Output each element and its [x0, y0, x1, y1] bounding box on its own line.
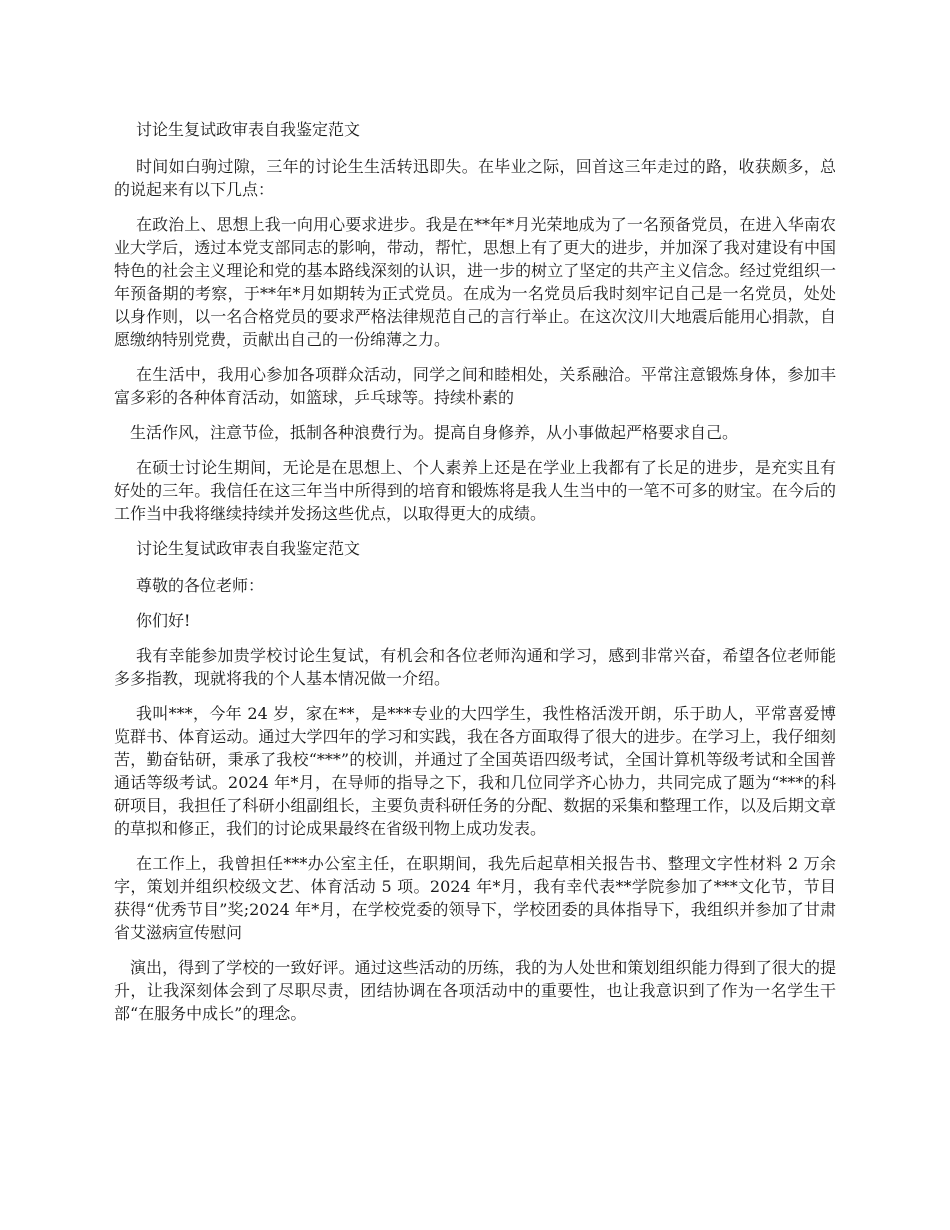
paragraph-work: 在工作上，我曾担任***办公室主任，在职期间，我先后起草相关报告书、整理文字性材料 2 万余字，策划并组织校级文艺、体育活动 5 项。2024 年*月，我有幸代表**学院参加了***文化节，节目获得“优秀节目”奖;2024 年*月，在学校党委的领导下，学校团委的具体指导下，我组织并参加了甘肃省艾滋病宣传慰问	[114, 854, 836, 942]
paragraph-life: 在生活中，我用心参加各项群众活动，同学之间和睦相处，关系融洽。平常注意锻炼身体，参加丰富多彩的各种体育活动，如篮球，乒乓球等。持续朴素的	[114, 365, 836, 407]
paragraph-politics: 在政治上、思想上我一向用心要求进步。我是在**年*月光荣地成为了一名预备党员，在进入华南农业大学后，透过本党支部同志的影响，带动，帮忙，思想上有了更大的进步，并加深了我对建设有中国特色的社会主义理论和党的基本路线深刻的认识，进一步的树立了坚定的共产主义信念。经过党组织一年预备期的考察，于**年*月如期转为正式党员。在成为一名党员后我时刻牢记自己是一名党员，处处以身作则，以一名合格党员的要求严格法律规范自己的言行举止。在这次汶川大地震后能用心捐款，自愿缴纳特别党费，贡献出自己的一份绵薄之力。	[114, 215, 836, 349]
salutation: 尊敬的各位老师：	[136, 576, 265, 595]
paragraph-intro: 时间如白驹过隙，三年的讨论生生活转迅即失。在毕业之际，回首这三年走过的路，收获颇多，总的说起来有以下几点：	[114, 157, 836, 199]
paragraph-life-continued: 生活作风，注意节俭，抵制各种浪费行为。提高自身修养，从小事做起严格要求自己。	[130, 423, 739, 442]
document-title: 讨论生复试政审表自我鉴定范文	[136, 120, 361, 139]
section-title: 讨论生复试政审表自我鉴定范文	[136, 539, 361, 558]
paragraph-study: 我叫***，今年 24 岁，家在**，是***专业的大四学生，我性格活泼开朗，乐于助人，平常喜爱博览群书、体育运动。通过大学四年的学习和实践，我在各方面取得了很大的进步。在学习上，我仔细刻苦，勤奋钻研，秉承了我校“***”的校训，并通过了全国英语四级考试，全国计算机等级考试和全国普通话等级考试。2024 年*月，在导师的指导之下，我和几位同学齐心协力，共同完成了题为“***的科研项目，我担任了科研小组副组长，主要负责科研任务的分配、数据的采集和整理工作，以及后期文章的草拟和修正，我们的讨论成果最终在省级刊物上成功发表。	[114, 704, 836, 838]
document-body	[114, 118, 836, 1037]
paragraph-introduction: 我有幸能参加贵学校讨论生复试，有机会和各位老师沟通和学习，感到非常兴奋，希望各位老师能多多指教，现就将我的个人基本情况做一介绍。	[114, 646, 836, 688]
paragraph-work-continued: 演出，得到了学校的一致好评。通过这些活动的历练，我的为人处世和策划组织能力得到了很大的提升，让我深刻体会到了尽职尽责，团结协调在各项活动中的重要性，也让我意识到了作为一名学生干部“在服务中成长”的理念。	[114, 958, 836, 1023]
paragraph-summary: 在硕士讨论生期间，无论是在思想上、个人素养上还是在学业上我都有了长足的进步，是充实且有好处的三年。我信任在这三年当中所得到的培育和锻炼将是我人生当中的一笔不可多的财宝。在今后的工作当中我将继续持续并发扬这些优点，以取得更大的成绩。	[114, 458, 836, 523]
greeting: 你们好!	[136, 611, 191, 630]
